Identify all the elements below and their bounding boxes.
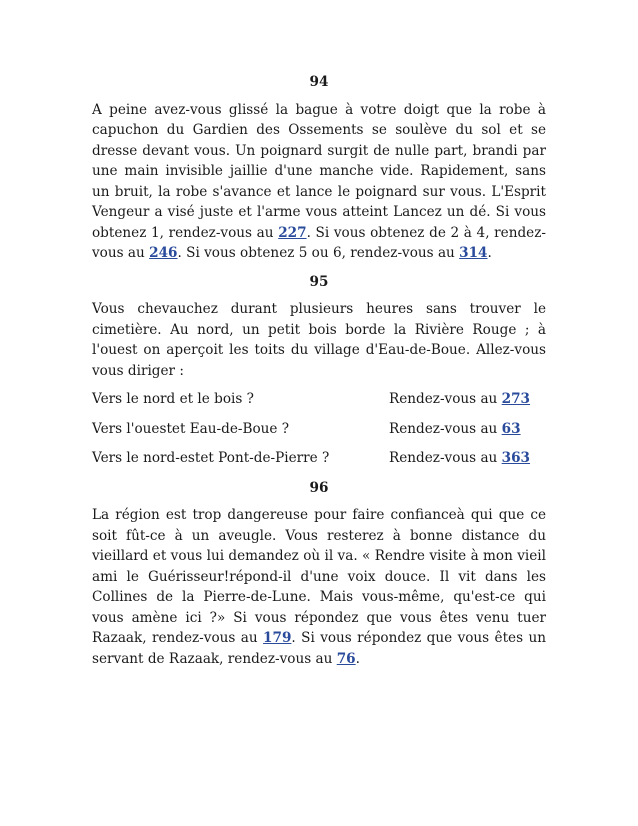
section-number-95: 95 — [309, 273, 329, 290]
section-number-94: 94 — [309, 74, 329, 90]
choice-text: Vers l'ouestet Eau-de-Boue ? — [92, 420, 290, 437]
section-number-96: 96 — [309, 479, 329, 496]
section-96-text-part: La région est trop dangereuse pour faire confianceà qui que ce soit fût-ce à un aveugle. Vous resterez à bonne distance du vieillard et vous lui demandez où il va. « Rendre visite à mon vieil ami le Guérisseur!répond-il d'une voix douce. Il vit dans les Collines de la Pierre-de-Lune. Mais vous-même, qu'est-ce qui vous amène ici ?» Si vous répondez que vous êtes venu tuer Razaak, rendez-vous au — [92, 507, 546, 646]
choice-text: Vers le nord-estet Pont-de-Pierre ? — [92, 450, 330, 466]
choice-row-north-wood — [92, 389, 546, 410]
choice-goto — [389, 419, 521, 440]
choice-goto — [389, 448, 530, 469]
choice-row-west-eau-de-boue — [92, 419, 546, 440]
choice-goto-label: Rendez-vous au — [389, 450, 502, 466]
section-94-text-part: . Si vous obtenez de 2 à 4, rendez-vous au — [92, 224, 546, 261]
section-96-text-part: . — [355, 650, 360, 667]
section-94-text-part: A peine avez-vous glissé la bague à votre doigt que la robe à capuchon du Gardien des Ossements se soulève du sol et se dresse devant vous. Un poignard surgit de nulle part, brandi par une main invisible jaillie d'une manche vide. Rapidement, sans un bruit, la robe s'avance et lance le poignard sur vous. L'Esprit Vengeur a visé juste et l'arme vous atteint Lancez un dé. Si vous obtenez 1, rendez-vous au — [92, 101, 546, 241]
choice-goto — [389, 389, 530, 410]
link-section-76[interactable]: 76 — [336, 650, 356, 667]
choice-text: Vers le nord et le bois ? — [92, 391, 254, 407]
link-section-246[interactable]: 246 — [149, 245, 178, 261]
choice-row-northeast-pont-de-pierre — [92, 448, 546, 469]
section-96-text — [92, 505, 546, 669]
section-94-text — [92, 100, 546, 264]
choice-goto-label: Rendez-vous au — [389, 391, 502, 407]
link-section-314[interactable]: 314 — [459, 245, 488, 261]
link-section-363[interactable]: 363 — [501, 450, 531, 466]
section-96-text-part: . Si vous répondez que vous êtes un servant de Razaak, rendez-vous au — [92, 630, 546, 667]
link-section-227[interactable]: 227 — [278, 224, 307, 241]
link-section-273[interactable]: 273 — [501, 391, 531, 407]
gamebook-page — [92, 72, 546, 677]
section-94-text-part: . — [487, 245, 492, 261]
link-section-63[interactable]: 63 — [501, 420, 521, 437]
section-95-text: Vous chevauchez durant plusieurs heures sans trouver le cimetière. Au nord, un petit bois borde la Rivière Rouge ; à l'ouest on aperçoit les toits du village d'Eau-de-Boue. Allez-vous vous diriger : — [92, 301, 546, 379]
link-section-179[interactable]: 179 — [263, 630, 292, 646]
section-94-text-part: . Si vous obtenez 5 ou 6, rendez-vous au — [177, 245, 460, 261]
choice-goto-label: Rendez-vous au — [389, 420, 502, 437]
